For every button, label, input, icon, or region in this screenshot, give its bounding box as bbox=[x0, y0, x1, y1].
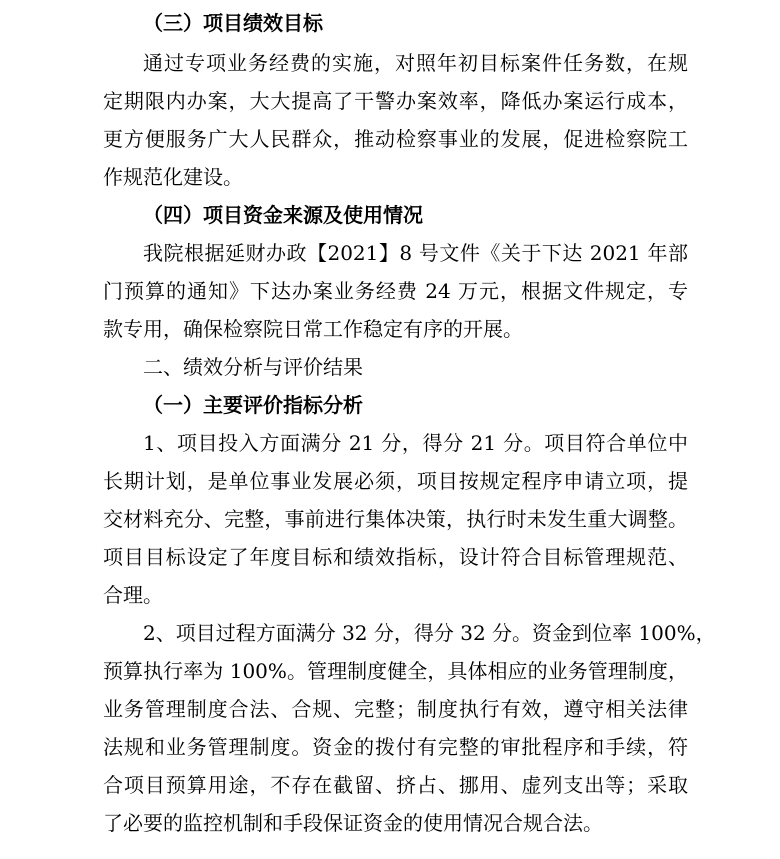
para-1-line-5: 合理。 bbox=[103, 583, 163, 607]
section-3-line-3: 更方便服务广大人民群众，推动检察事业的发展，促进检察院工 bbox=[103, 127, 688, 151]
section-3-line-4: 作规范化建设。 bbox=[103, 165, 243, 189]
para-2-line-2: 预算执行率为 100%。管理制度健全，具体相应的业务管理制度， bbox=[103, 659, 688, 683]
section-4-line-2: 门预算的通知》下达办案业务经费 24 万元，根据文件规定，专 bbox=[103, 279, 688, 303]
section-3-line-2: 定期限内办案，大大提高了干警办案效率，降低办案运行成本， bbox=[103, 89, 688, 113]
para-2-line-4: 法规和业务管理制度。资金的拨付有完整的审批程序和手续，符 bbox=[103, 735, 688, 759]
section-4-line-3: 款专用，确保检察院日常工作稳定有序的开展。 bbox=[103, 317, 523, 341]
para-2-line-3: 业务管理制度合法、合规、完整；制度执行有效，遵守相关法律 bbox=[103, 697, 688, 721]
section-3-line-1: 通过专项业务经费的实施，对照年初目标案件任务数，在规 bbox=[143, 51, 688, 75]
part-2-heading: 二、绩效分析与评价结果 bbox=[143, 355, 363, 379]
para-1-line-2: 长期计划，是单位事业发展必须，项目按规定程序申请立项，提 bbox=[103, 469, 688, 493]
subsection-1-heading: （一）主要评价指标分析 bbox=[143, 393, 363, 417]
section-3-heading: （三）项目绩效目标 bbox=[143, 11, 323, 35]
para-1-line-1: 1、项目投入方面满分 21 分，得分 21 分。项目符合单位中 bbox=[143, 431, 688, 455]
para-2-line-5: 合项目预算用途，不存在截留、挤占、挪用、虚列支出等；采取 bbox=[103, 773, 688, 797]
para-2-line-1: 2、项目过程方面满分 32 分，得分 32 分。资金到位率 100%， bbox=[143, 621, 716, 645]
section-4-line-1: 我院根据延财办政【2021】8 号文件《关于下达 2021 年部 bbox=[143, 241, 688, 265]
section-4-heading: （四）项目资金来源及使用情况 bbox=[143, 203, 423, 227]
para-1-line-3: 交材料充分、完整，事前进行集体决策，执行时未发生重大调整。 bbox=[103, 507, 688, 531]
para-2-line-6: 了必要的监控机制和手段保证资金的使用情况合规合法。 bbox=[103, 811, 603, 835]
para-1-line-4: 项目目标设定了年度目标和绩效指标，设计符合目标管理规范、 bbox=[103, 545, 688, 569]
